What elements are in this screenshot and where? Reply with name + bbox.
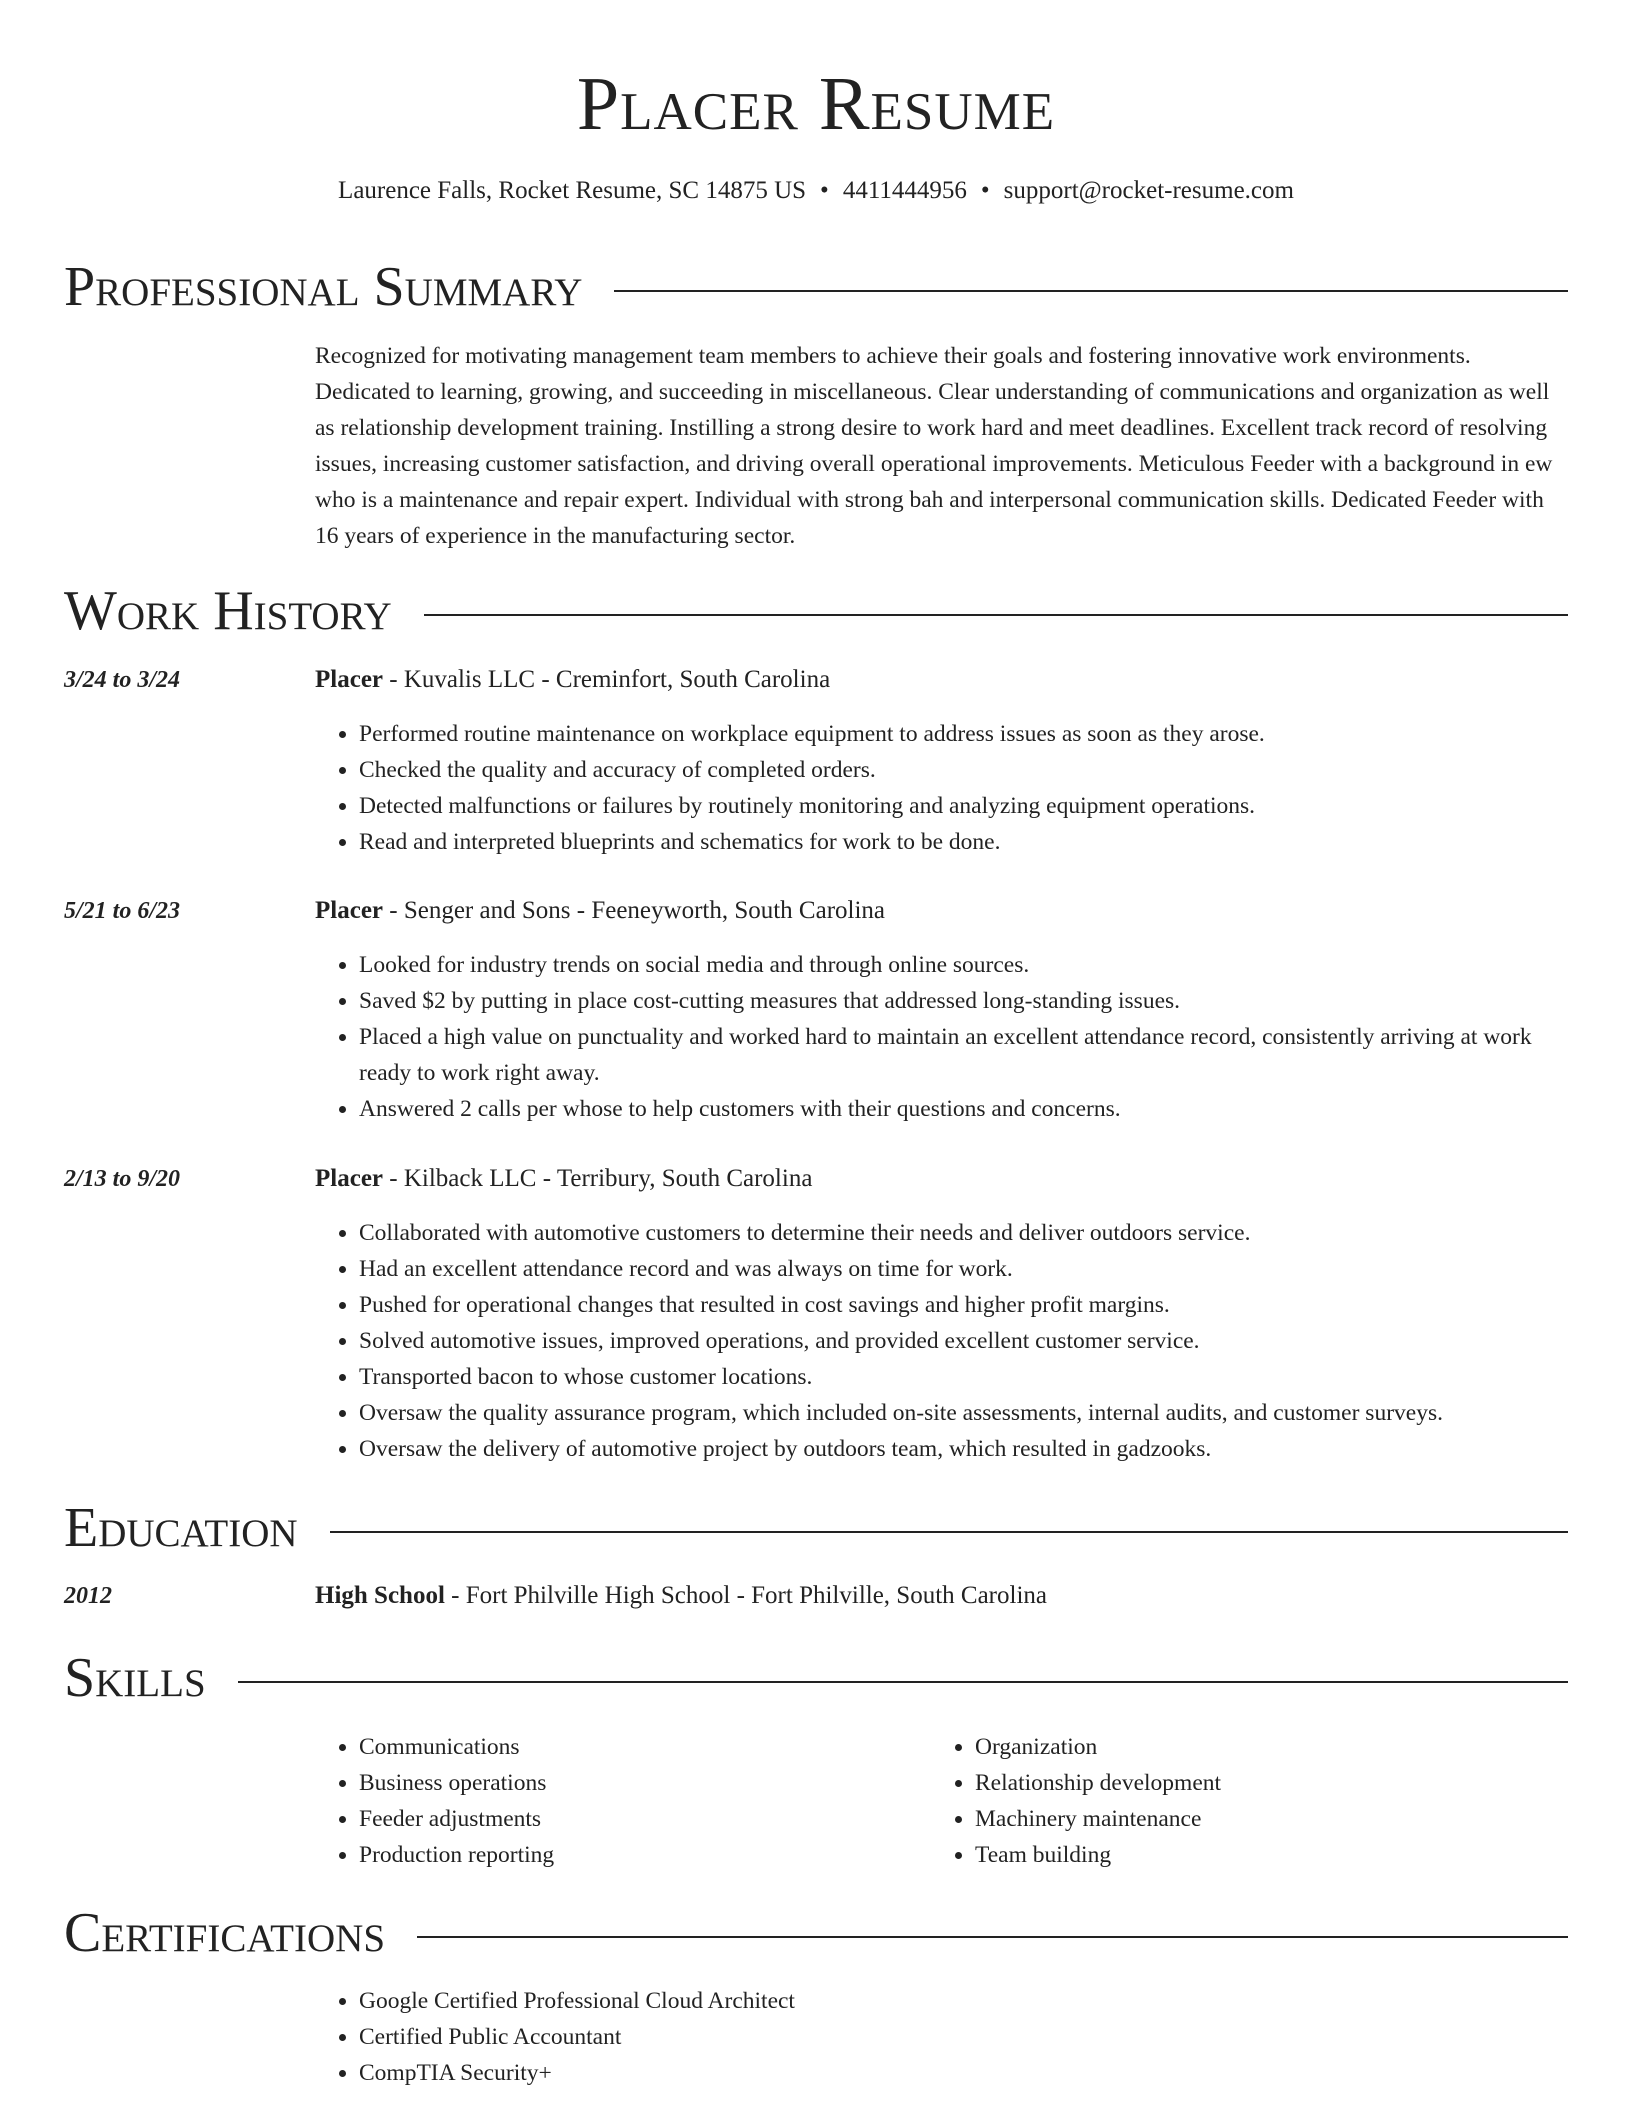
summary-text: Recognized for motivating management team members to achieve their goals and fostering innovative work environments. Dedicated to learning, growing, and succeeding in miscellaneous. Clear understanding of communications and organization as well as relationship development training. Instilling a strong desire to work hard and meet deadlines. Excellent track record of resolving issues, increasing customer satisfaction, and driving overall operational improvements. Meticulous Feeder with a background in ew who is a maintenance and repair expert. Individual with strong bah and interpersonal communication skills. Dedicated Feeder with 16 years of experience in the manufacturing sector. <box>315 343 1553 549</box>
education-degree: High School <box>315 1582 445 1609</box>
job-title: Placer <box>315 897 384 924</box>
section-heading-skills <box>64 1647 1568 1709</box>
list-item: • Performed routine maintenance on workplace equipment to address issues as soon as they arose. <box>359 716 1568 752</box>
job-bullets <box>315 947 1568 1127</box>
job-heading <box>315 893 1565 929</box>
list-item: • Relationship development <box>975 1765 1575 1801</box>
list-item: • Team building <box>975 1837 1575 1873</box>
list-item: • Read and interpreted blueprints and schematics for work to be done. <box>359 824 1568 860</box>
list-item: • Business operations <box>359 1765 919 1801</box>
section-heading-summary <box>64 256 1568 318</box>
section-rule <box>614 290 1568 292</box>
list-item: • Pushed for operational changes that resulted in cost savings and higher profit margins. <box>359 1287 1568 1323</box>
list-item: • Had an excellent attendance record and was always on time for work. <box>359 1251 1568 1287</box>
section-heading-education <box>64 1497 1568 1559</box>
list-item: • CompTIA Security+ <box>359 2055 1559 2091</box>
section-title: Skills <box>64 1647 206 1709</box>
contact-phone: 4411444956 <box>842 177 967 204</box>
contact-line <box>0 174 1632 208</box>
resume-name: Placer Resume <box>576 62 1056 146</box>
list-item: • Organization <box>975 1729 1575 1765</box>
job-dates: 5/21 to 6/23 <box>64 898 181 924</box>
list-item: • Checked the quality and accuracy of completed orders. <box>359 752 1568 788</box>
list-item: • Saved $2 by putting in place cost-cutting measures that addressed long-standing issues. <box>359 983 1568 1019</box>
job-employer: - Senger and Sons - Feeneyworth, South Carolina <box>383 897 886 924</box>
job-employer: - Kuvalis LLC - Creminfort, South Carolina <box>383 666 831 693</box>
list-item: • Solved automotive issues, improved operations, and provided excellent customer service. <box>359 1323 1568 1359</box>
list-item: • Collaborated with automotive customers to determine their needs and deliver outdoors service. <box>359 1215 1568 1251</box>
job-employer: - Kilback LLC - Terribury, South Carolina <box>383 1165 813 1192</box>
section-title: Professional Summary <box>64 256 583 318</box>
section-title: Work History <box>64 580 392 642</box>
job-dates: 2/13 to 9/20 <box>64 1166 181 1192</box>
list-item: • Machinery maintenance <box>975 1801 1575 1837</box>
section-rule <box>417 1936 1568 1938</box>
list-item: • Oversaw the delivery of automotive project by outdoors team, which resulted in gadzooks. <box>359 1431 1568 1467</box>
list-item: • Transported bacon to whose customer locations. <box>359 1359 1568 1395</box>
education-school: - Fort Philville High School - Fort Philville, South Carolina <box>444 1582 1047 1609</box>
list-item: • Certified Public Accountant <box>359 2019 1559 2055</box>
job-dates: 3/24 to 3/24 <box>64 667 181 693</box>
job-title: Placer <box>315 1165 384 1192</box>
section-heading-work-history <box>64 580 1568 642</box>
list-item: • Oversaw the quality assurance program, which included on-site assessments, internal audits, and customer surveys. <box>359 1395 1568 1431</box>
section-title: Education <box>64 1497 298 1559</box>
education-year: 2012 <box>64 1583 112 1609</box>
list-item: • Placed a high value on punctuality and worked hard to maintain an excellent attendance record, consistently arriving at work ready to work right away. <box>359 1019 1568 1091</box>
list-item: • Looked for industry trends on social media and through online sources. <box>359 947 1568 983</box>
section-heading-certifications <box>64 1902 1568 1964</box>
list-item: • Feeder adjustments <box>359 1801 919 1837</box>
education-heading <box>315 1578 1565 1614</box>
list-item: • Detected malfunctions or failures by routinely monitoring and analyzing equipment operations. <box>359 788 1568 824</box>
section-rule <box>424 614 1568 616</box>
job-heading <box>315 1161 1565 1197</box>
contact-separator: • <box>820 177 829 204</box>
contact-separator: • <box>980 177 990 204</box>
certifications-list <box>315 1983 1559 2091</box>
section-rule <box>330 1531 1568 1533</box>
list-item: • Production reporting <box>359 1837 919 1873</box>
list-item: • Google Certified Professional Cloud Architect <box>359 1983 1559 2019</box>
contact-email: support@rocket-resume.com <box>1003 177 1294 204</box>
job-bullets <box>315 1215 1568 1467</box>
job-title: Placer <box>315 666 384 693</box>
skills-list-right <box>931 1729 1575 1873</box>
section-title: Certifications <box>64 1902 386 1964</box>
job-heading <box>315 662 1565 698</box>
job-bullets <box>315 716 1568 860</box>
contact-address: Laurence Falls, Rocket Resume, SC 14875 US <box>338 177 807 204</box>
list-item: • Communications <box>359 1729 919 1765</box>
section-rule <box>238 1681 1568 1683</box>
skills-list-left <box>315 1729 919 1873</box>
list-item: • Answered 2 calls per whose to help customers with their questions and concerns. <box>359 1091 1568 1127</box>
